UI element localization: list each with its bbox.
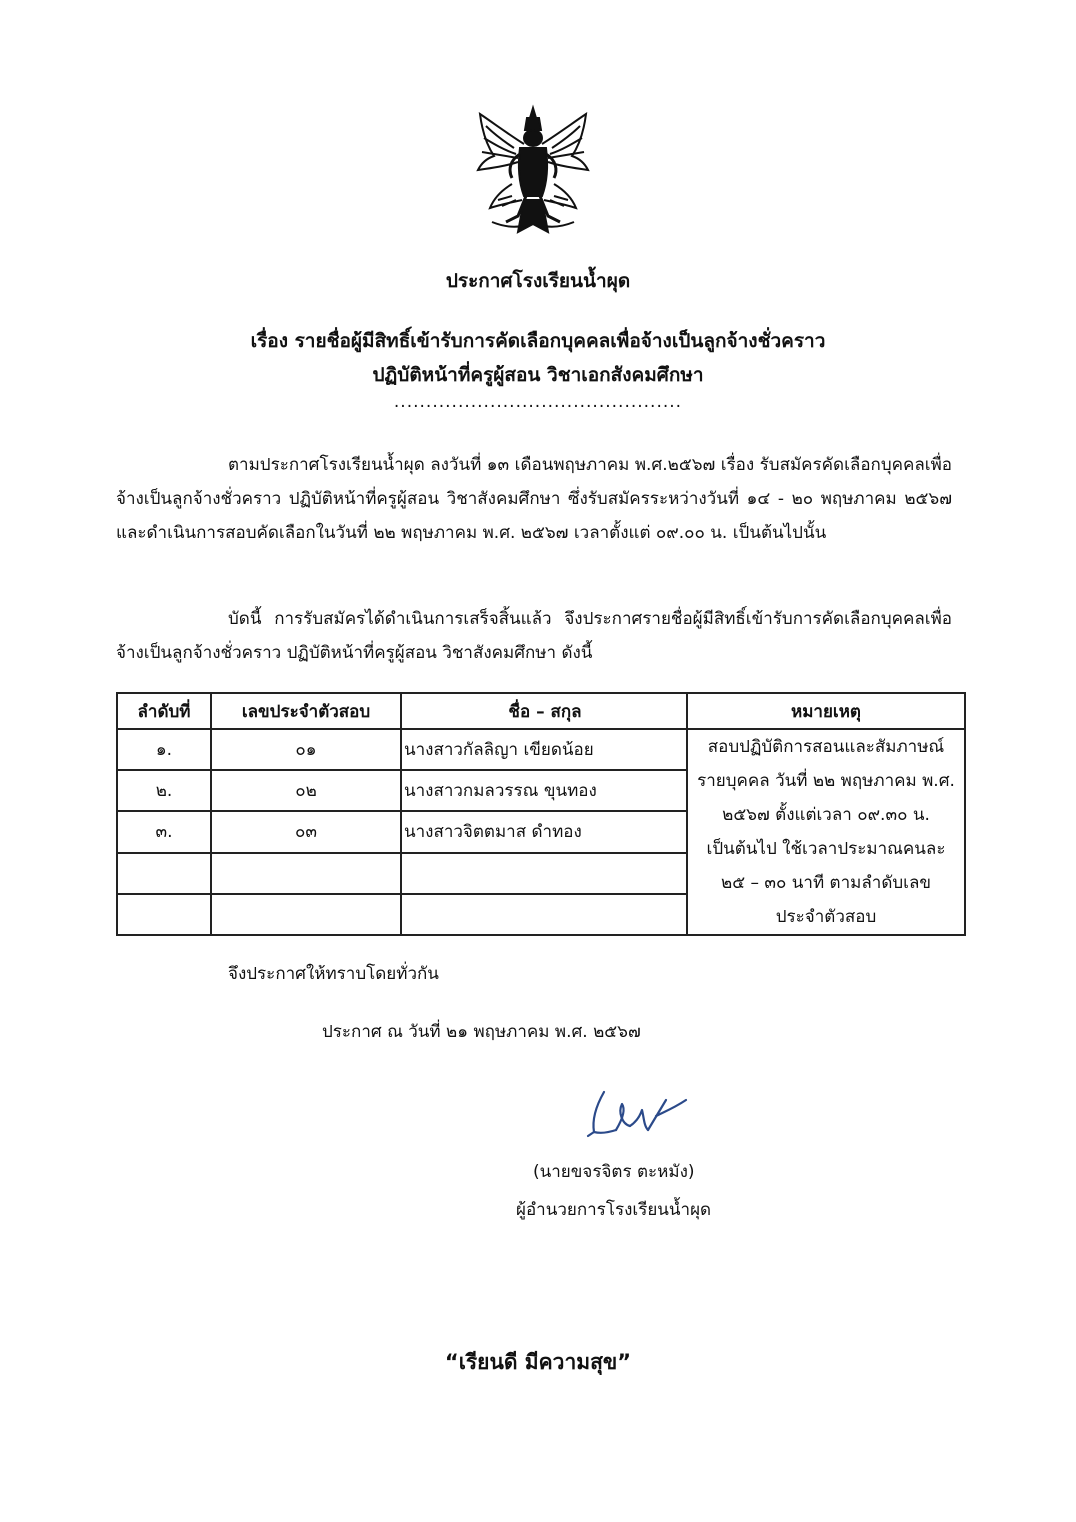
row-exam-id [211, 853, 401, 894]
row-exam-id: ๐๑ [211, 729, 401, 770]
row-name: นางสาวจิตตมาส ดำทอง [401, 811, 687, 852]
note-line: เป็นต้นไป ใช้เวลาประมาณคนละ [706, 839, 946, 859]
table-row [117, 729, 965, 770]
note-line: สอบปฏิบัติการสอนและสัมภาษณ์ [707, 737, 945, 757]
row-exam-id: ๐๒ [211, 770, 401, 811]
row-exam-id [211, 894, 401, 935]
body-paragraph-2 [116, 602, 952, 670]
header-exam-id: เลขประจำตัวสอบ [211, 693, 401, 729]
header-note: หมายเหตุ [687, 693, 965, 729]
signer-name: (นายขจรจิตร ตะหมัง) [533, 1162, 695, 1182]
row-no: ๑. [117, 729, 211, 770]
subject-line-2: ปฏิบัติหน้าที่ครูผู้สอน วิชาเอกสังคมศึกษา [372, 364, 704, 386]
row-name: นางสาวกมลวรรณ ขุนทอง [401, 770, 687, 811]
row-no [117, 894, 211, 935]
row-no: ๓. [117, 811, 211, 852]
row-name [401, 894, 687, 935]
row-no [117, 853, 211, 894]
body-paragraph-1 [116, 448, 952, 550]
body-paragraph-1-text: ตามประกาศโรงเรียนน้ำผุด ลงวันที่ ๑๓ เดือนพฤษภาคม พ.ศ.๒๕๖๗ เรื่อง รับสมัครคัดเลือกบุคคลเพื่อจ้างเป็นลูกจ้างชั่วคราว ปฏิบัติหน้าที่ครูผู้สอน วิชาสังคมศึกษา ซึ่งรับสมัครระหว่างวันที่ ๑๔ - ๒๐ พฤษภาคม ๒๕๖๗ และดำเนินการสอบคัดเลือกในวันที่ ๒๒ พฤษภาคม พ.ศ. ๒๕๖๗ เวลาตั้งแต่ ๐๙.๐๐ น. เป็นต้นไปนั้น [116, 455, 952, 543]
table-header-row [117, 693, 965, 729]
note-line: ๒๕๖๗ ตั้งแต่เวลา ๐๙.๓๐ น. [722, 805, 930, 825]
row-exam-id: ๐๓ [211, 811, 401, 852]
body-paragraph-2-text: บัดนี้ การรับสมัครได้ดำเนินการเสร็จสิ้นแล้ว จึงประกาศรายชื่อผู้มีสิทธิ์เข้ารับการคัดเลือกบุคคลเพื่อจ้างเป็นลูกจ้างชั่วคราว ปฏิบัติหน้าที่ครูผู้สอน วิชาสังคมศึกษา ดังนี้ [116, 609, 952, 663]
subject-line-1: เรื่อง รายชื่อผู้มีสิทธิ์เข้ารับการคัดเลือกบุคคลเพื่อจ้างเป็นลูกจ้างชั่วคราว [250, 330, 826, 352]
signature-icon [582, 1086, 692, 1146]
note-line: ๒๕ – ๓๐ นาที ตามลำดับเลข [721, 873, 931, 893]
row-name [401, 853, 687, 894]
note-cell [687, 729, 965, 935]
header-no: ลำดับที่ [117, 693, 211, 729]
garuda-emblem-icon [472, 104, 594, 238]
row-name: นางสาวกัลลิญา เขียดน้อย [401, 729, 687, 770]
header-name: ชื่อ – สกุล [401, 693, 687, 729]
candidate-table [116, 692, 966, 936]
note-line: ประจำตัวสอบ [775, 907, 877, 927]
announce-date: ประกาศ ณ วันที่ ๒๑ พฤษภาคม พ.ศ. ๒๕๖๗ [322, 1022, 641, 1042]
announcement-title: ประกาศโรงเรียนน้ำผุด [445, 270, 631, 292]
note-line: รายบุคคล วันที่ ๒๒ พฤษภาคม พ.ศ. [697, 771, 955, 791]
closing-announce: จึงประกาศให้ทราบโดยทั่วกัน [228, 964, 439, 984]
school-motto: “เรียนดี มีความสุข” [444, 1350, 632, 1374]
signer-position: ผู้อำนวยการโรงเรียนน้ำผุด [516, 1200, 712, 1220]
separator-dots: ............................................. [393, 392, 683, 412]
row-no: ๒. [117, 770, 211, 811]
